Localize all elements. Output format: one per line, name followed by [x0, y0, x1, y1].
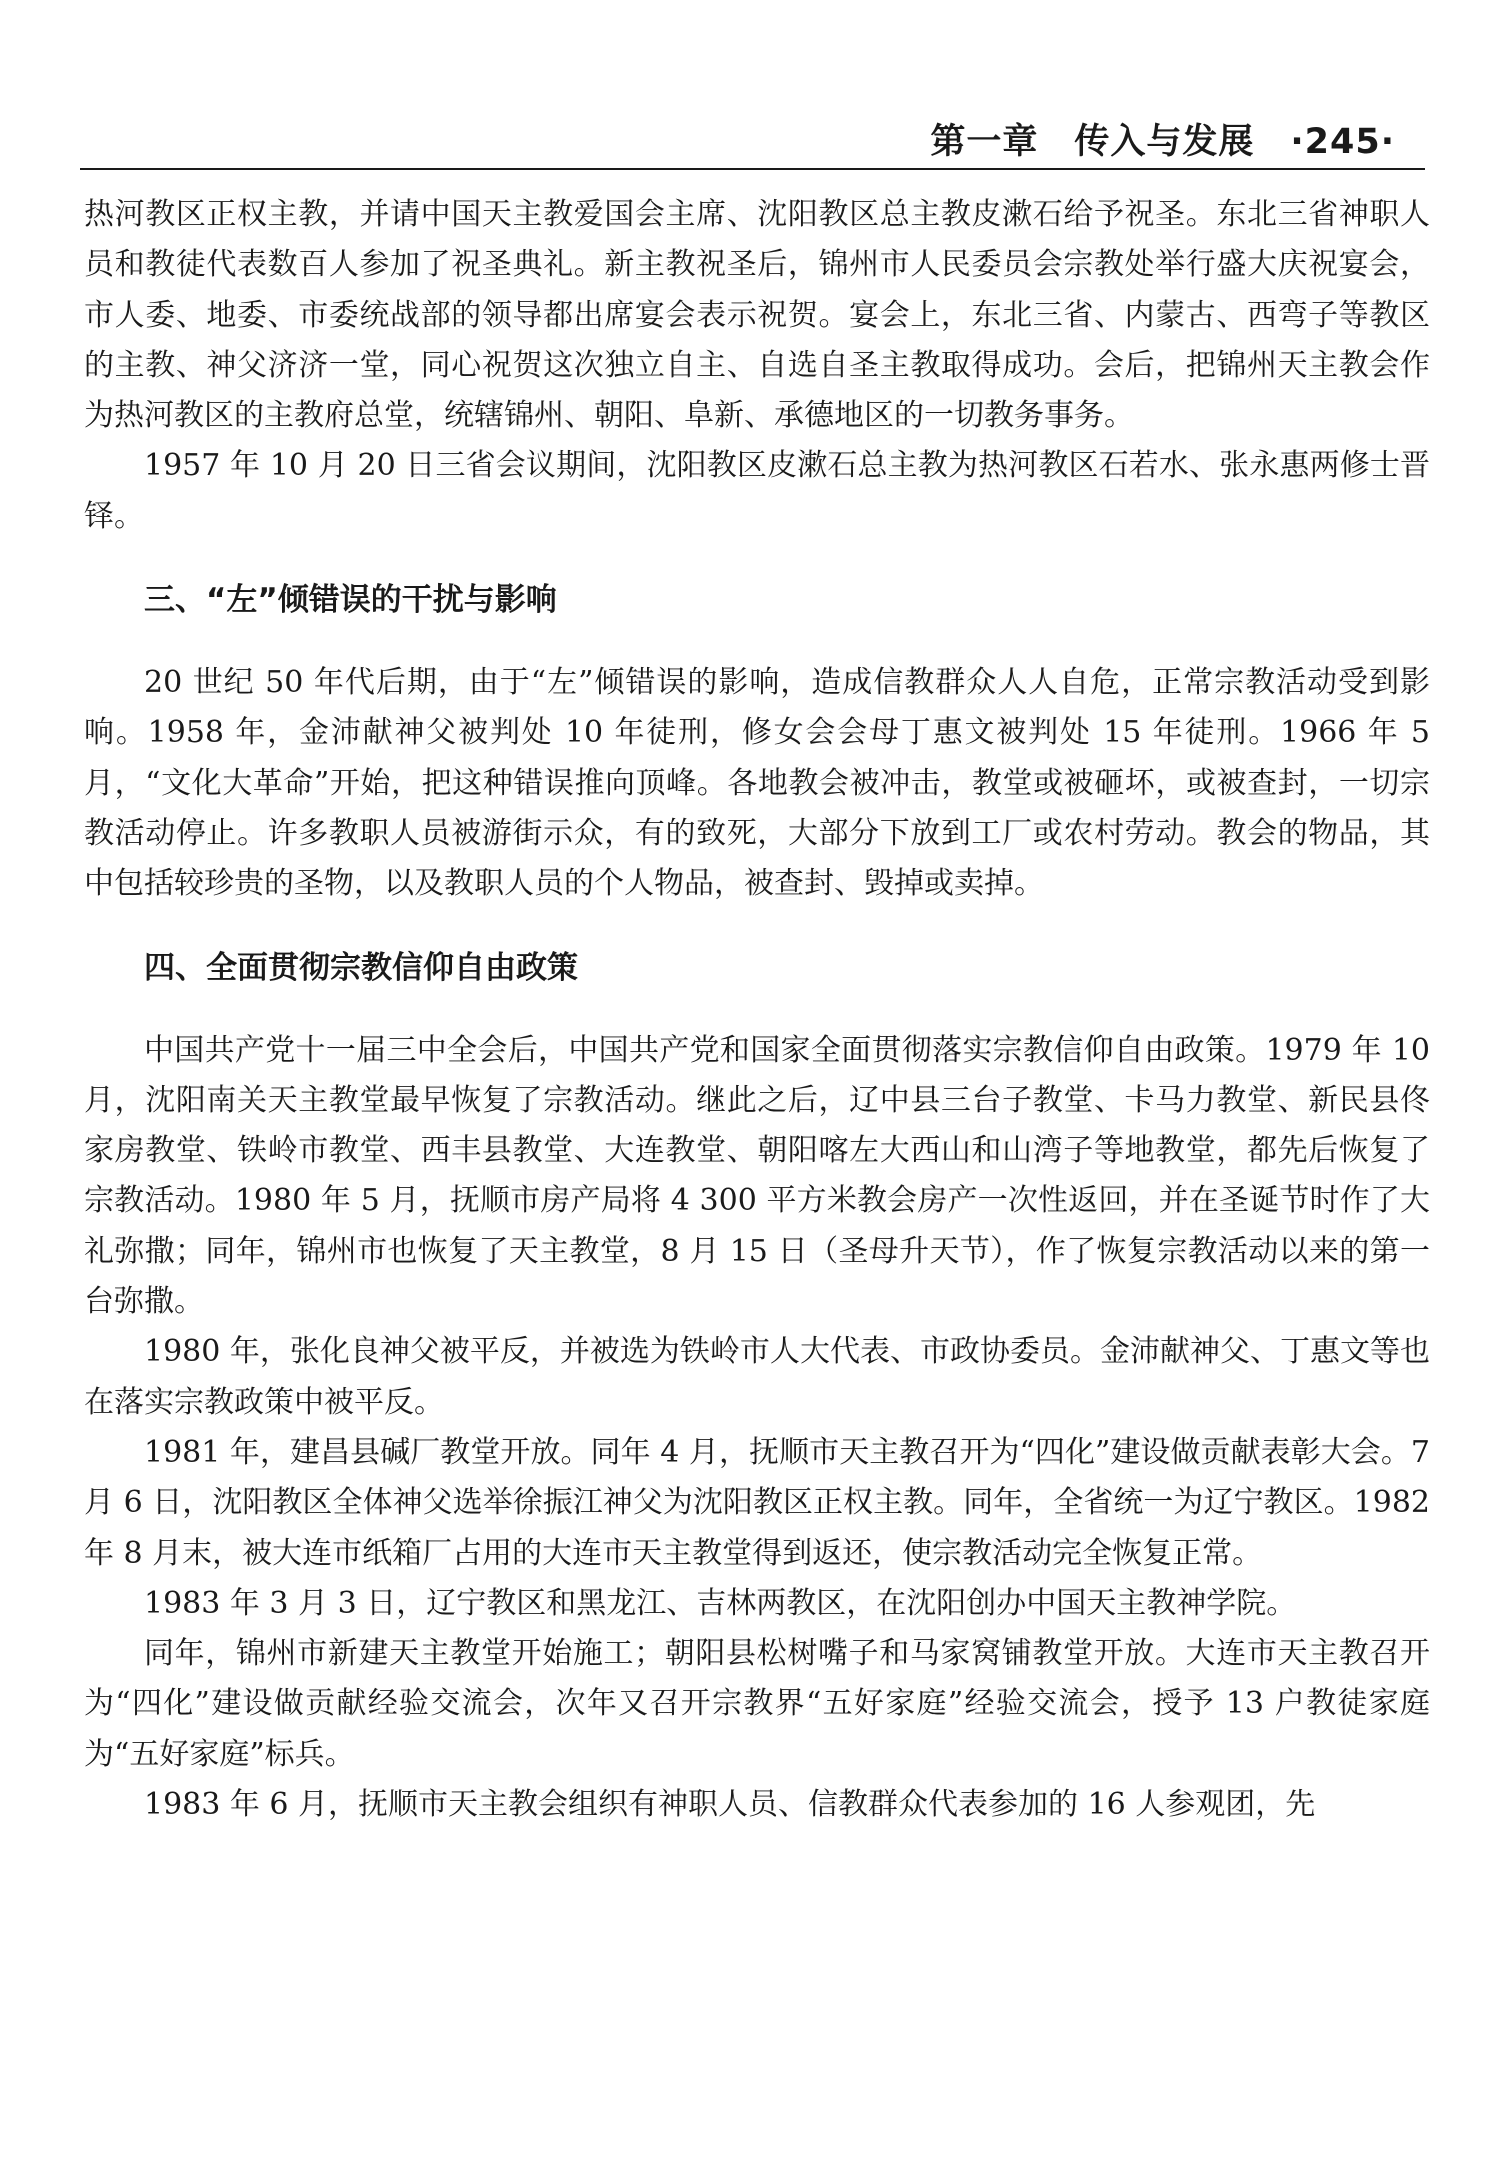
header-text — [930, 114, 1395, 164]
paragraph-7: 1983 年 3 月 3 日，辽宁教区和黑龙江、吉林两教区，在沈阳创办中国天主教神学院。 — [144, 1585, 1297, 1621]
paragraph-1: 热河教区正权主教，并请中国天主教爱国会主席、沈阳教区总主教皮漱石给予祝圣。东北三省神职人员和教徒代表数百人参加了祝圣典礼。新主教祝圣后，锦州市人民委员会宗教处举行盛大庆祝宴会，市人委、地委、市委统战部的领导都出席宴会表示祝贺。宴会上，东北三省、内蒙古、西弯子等教区的主教、神父济济一堂，同心祝贺这次独立自主、自选自圣主教取得成功。会后，把锦州天主教会作为热河教区的主教府总堂，统辖锦州、朝阳、阜新、承德地区的一切教务事务。 — [84, 197, 1430, 434]
paragraph-3: 20 世纪 50 年代后期，由于“左”倾错误的影响，造成信教群众人人自危，正常宗教活动受到影响。1958 年，金沛献神父被判处 10 年徒刑，修女会会母丁惠文被判处 15 年徒刑。1966 年 5 月，“文化大革命”开始，把这种错误推向顶峰。各地教会被冲击，教堂或被砸坏，或被查封，一切宗教活动停止。许多教职人员被游街示众，有的致死，大部分下放到工厂或农村劳动。教会的物品，其中包括较珍贵的圣物，以及教职人员的个人物品，被查封、毁掉或卖掉。 — [84, 665, 1430, 902]
section-heading-4: 四、全面贯彻宗教信仰自由政策 — [144, 949, 578, 986]
paragraph-9: 1983 年 6 月，抚顺市天主教会组织有神职人员、信教群众代表参加的 16 人参观团，先 — [144, 1787, 1316, 1823]
page-number: ·245· — [1290, 122, 1395, 162]
paragraph-8: 同年，锦州市新建天主教堂开始施工；朝阳县松树嘴子和马家窝铺教堂开放。大连市天主教召开为“四化”建设做贡献经验交流会，次年又召开宗教界“五好家庭”经验交流会，授予 13 户教徒家庭为“五好家庭”标兵。 — [84, 1636, 1430, 1772]
paragraph-2: 1957 年 10 月 20 日三省会议期间，沈阳教区皮漱石总主教为热河教区石若水、张永惠两修士晋铎。 — [84, 448, 1430, 534]
section-heading-3: 三、“左”倾错误的干扰与影响 — [144, 582, 557, 619]
paragraph-5: 1980 年，张化良神父被平反，并被选为铁岭市人大代表、市政协委员。金沛献神父、丁惠文等也在落实宗教政策中被平反。 — [84, 1334, 1430, 1420]
chapter-title: 传入与发展 — [1074, 122, 1255, 162]
paragraph-4: 中国共产党十一届三中全会后，中国共产党和国家全面贯彻落实宗教信仰自由政策。1979 年 10 月，沈阳南关天主教堂最早恢复了宗教活动。继此之后，辽中县三台子教堂、卡马力教堂、新民县佟家房教堂、铁岭市教堂、西丰县教堂、大连教堂、朝阳喀左大西山和山湾子等地教堂，都先后恢复了宗教活动。1980 年 5 月，抚顺市房产局将 4 300 平方米教会房产一次性返回，并在圣诞节时作了大礼弥撒；同年，锦州市也恢复了天主教堂，8 月 15 日（圣母升天节），作了恢复宗教活动以来的第一台弥撒。 — [84, 1032, 1430, 1320]
running-header — [80, 100, 1425, 170]
header-rule — [80, 168, 1425, 170]
paragraph-6: 1981 年，建昌县碱厂教堂开放。同年 4 月，抚顺市天主教召开为“四化”建设做贡献表彰大会。7 月 6 日，沈阳教区全体神父选举徐振江神父为沈阳教区正权主教。同年，全省统一为辽宁教区。1982 年 8 月末，被大连市纸箱厂占用的大连市天主教堂得到返还，使宗教活动完全恢复正常。 — [84, 1434, 1430, 1571]
page-content — [84, 190, 1430, 1830]
chapter-label: 第一章 — [930, 122, 1039, 162]
